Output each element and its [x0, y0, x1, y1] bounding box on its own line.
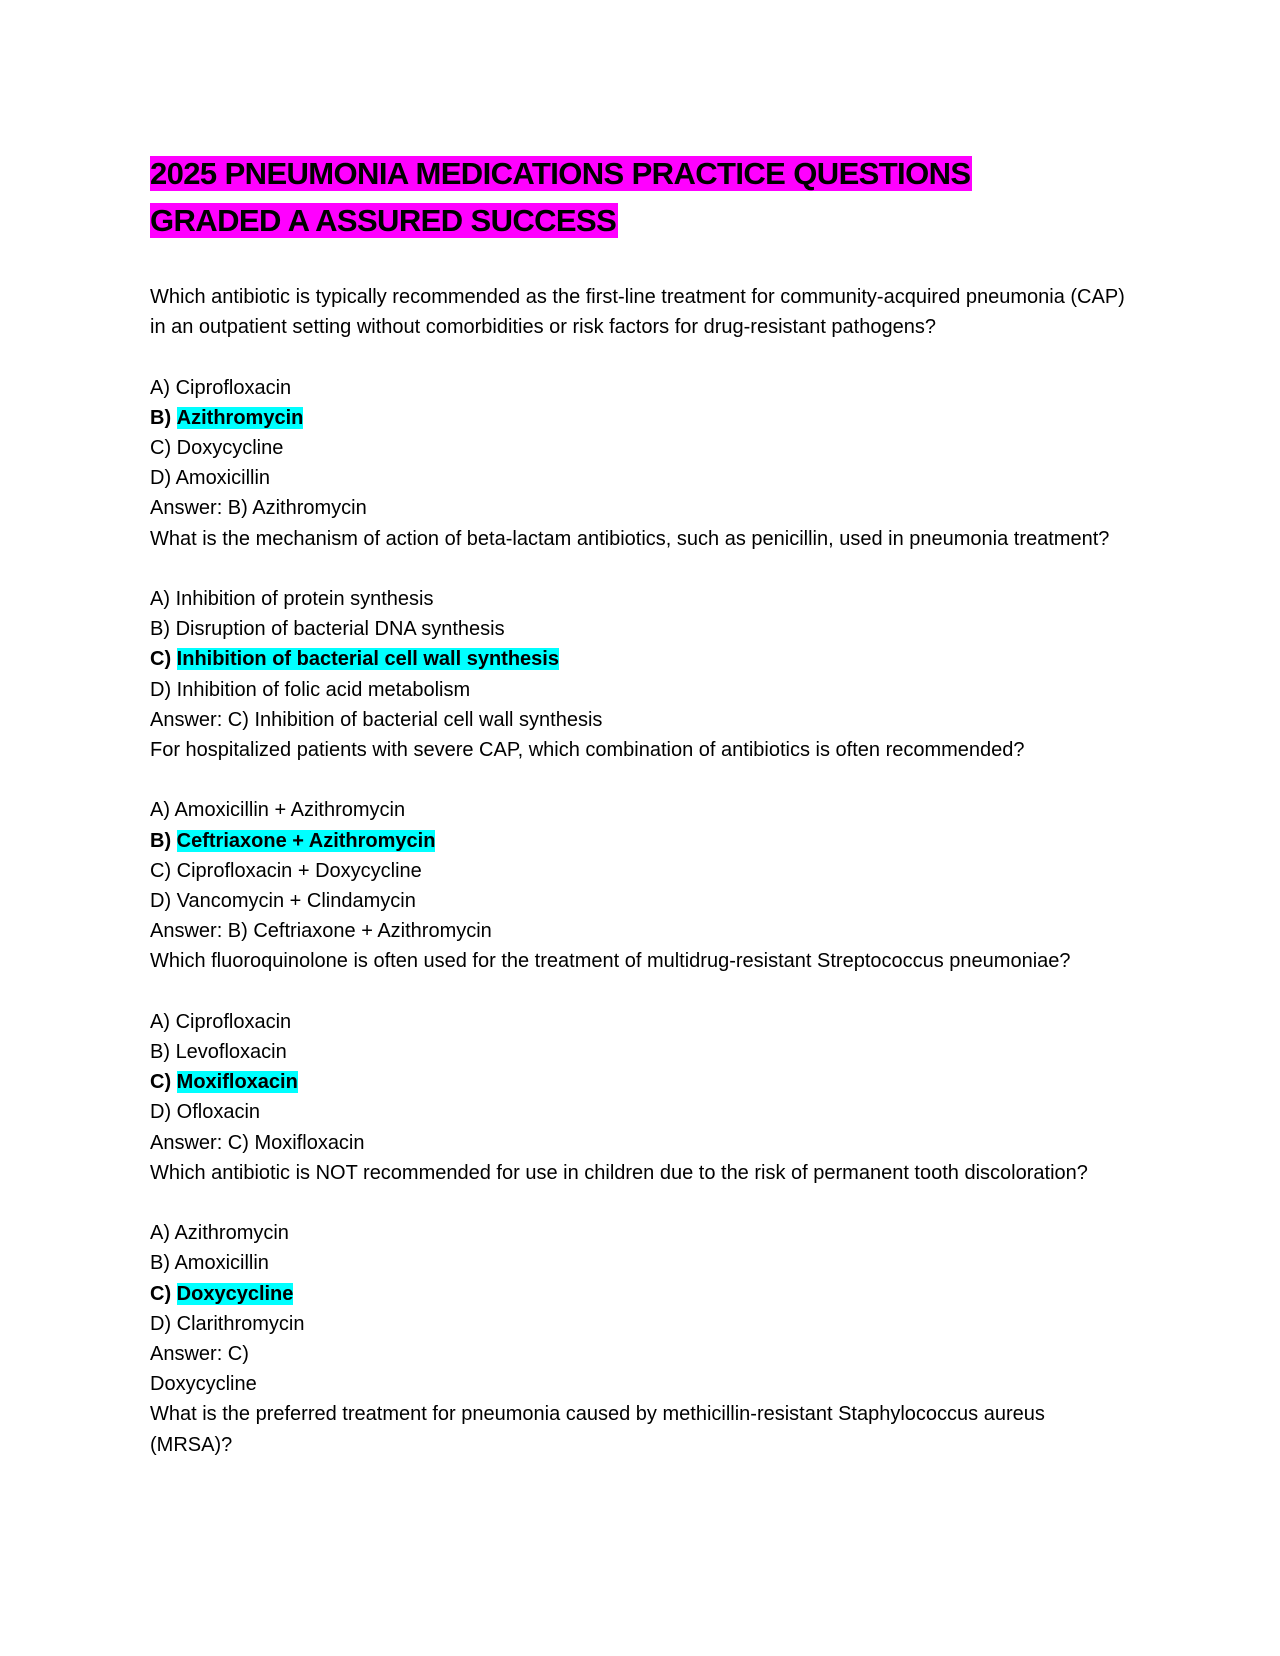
option-c-correct: C) Moxifloxacin — [150, 1071, 298, 1094]
question-text: For hospitalized patients with severe CAP, which combination of antibiotics is often recommended? — [150, 739, 1025, 762]
question-block-1 — [150, 282, 1130, 524]
option-c: C) Doxycycline — [150, 437, 284, 459]
question-text: What is the preferred treatment for pneumonia caused by methicillin-resistant Staphylococcus aureus (MRSA)? — [150, 1403, 1045, 1456]
title-line-1: 2025 PNEUMONIA MEDICATIONS PRACTICE QUESTIONS — [150, 156, 971, 191]
option-d: D) Clarithromycin — [150, 1312, 305, 1335]
option-d: D) Inhibition of folic acid metabolism — [150, 678, 471, 701]
question-text: What is the mechanism of action of beta-lactam antibiotics, such as penicillin, used in pneumonia treatment? — [150, 527, 1110, 550]
question-block-2 — [150, 524, 1130, 735]
option-a: A) Inhibition of protein synthesis — [150, 588, 434, 610]
option-c-correct: C) Doxycycline — [150, 1282, 294, 1305]
answer-line: Answer: B) Ceftriaxone + Azithromycin — [150, 920, 492, 943]
question-text: Which fluoroquinolone is often used for the treatment of multidrug-resistant Streptococcus pneumoniae? — [150, 950, 1071, 973]
option-b: B) Disruption of bacterial DNA synthesis — [150, 618, 505, 641]
title-line-2: GRADED A ASSURED SUCCESS — [150, 203, 617, 238]
document-page — [150, 150, 1130, 1460]
option-b: B) Levofloxacin — [150, 1041, 287, 1064]
option-a: A) Azithromycin — [150, 1222, 289, 1245]
answer-line: Answer: B) Azithromycin — [150, 497, 367, 520]
option-b-correct: B) Azithromycin — [150, 406, 304, 429]
option-b: B) Amoxicillin — [150, 1252, 269, 1275]
option-c-correct: C) Inhibition of bacterial cell wall synthesis — [150, 648, 559, 671]
option-a: A) Amoxicillin + Azithromycin — [150, 799, 406, 822]
question-block-5 — [150, 1158, 1130, 1400]
answer-line-1: Answer: C) — [150, 1343, 249, 1366]
option-d: D) Ofloxacin — [150, 1101, 261, 1124]
option-a: A) Ciprofloxacin — [150, 1010, 292, 1033]
question-text: Which antibiotic is NOT recommended for use in children due to the risk of permanent tooth discoloration? — [150, 1161, 1088, 1184]
question-block-4 — [150, 946, 1130, 1157]
answer-line: Answer: C) Moxifloxacin — [150, 1131, 365, 1154]
document-title — [150, 150, 1130, 244]
question-block-3 — [150, 735, 1130, 946]
option-d: D) Vancomycin + Clindamycin — [150, 890, 416, 913]
option-c: C) Ciprofloxacin + Doxycycline — [150, 859, 422, 882]
question-block-6 — [150, 1399, 1130, 1459]
answer-line: Answer: C) Inhibition of bacterial cell wall synthesis — [150, 708, 603, 731]
option-b-correct: B) Ceftriaxone + Azithromycin — [150, 829, 436, 852]
option-d: D) Amoxicillin — [150, 467, 271, 490]
answer-line-2: Doxycycline — [150, 1373, 257, 1396]
option-a: A) Ciprofloxacin — [150, 376, 292, 399]
question-text: Which antibiotic is typically recommended as the first-line treatment for community-acquired pneumonia (CAP) in an outpatient setting without comorbidities or risk factors for drug-resistant pathogens? — [150, 286, 1125, 339]
